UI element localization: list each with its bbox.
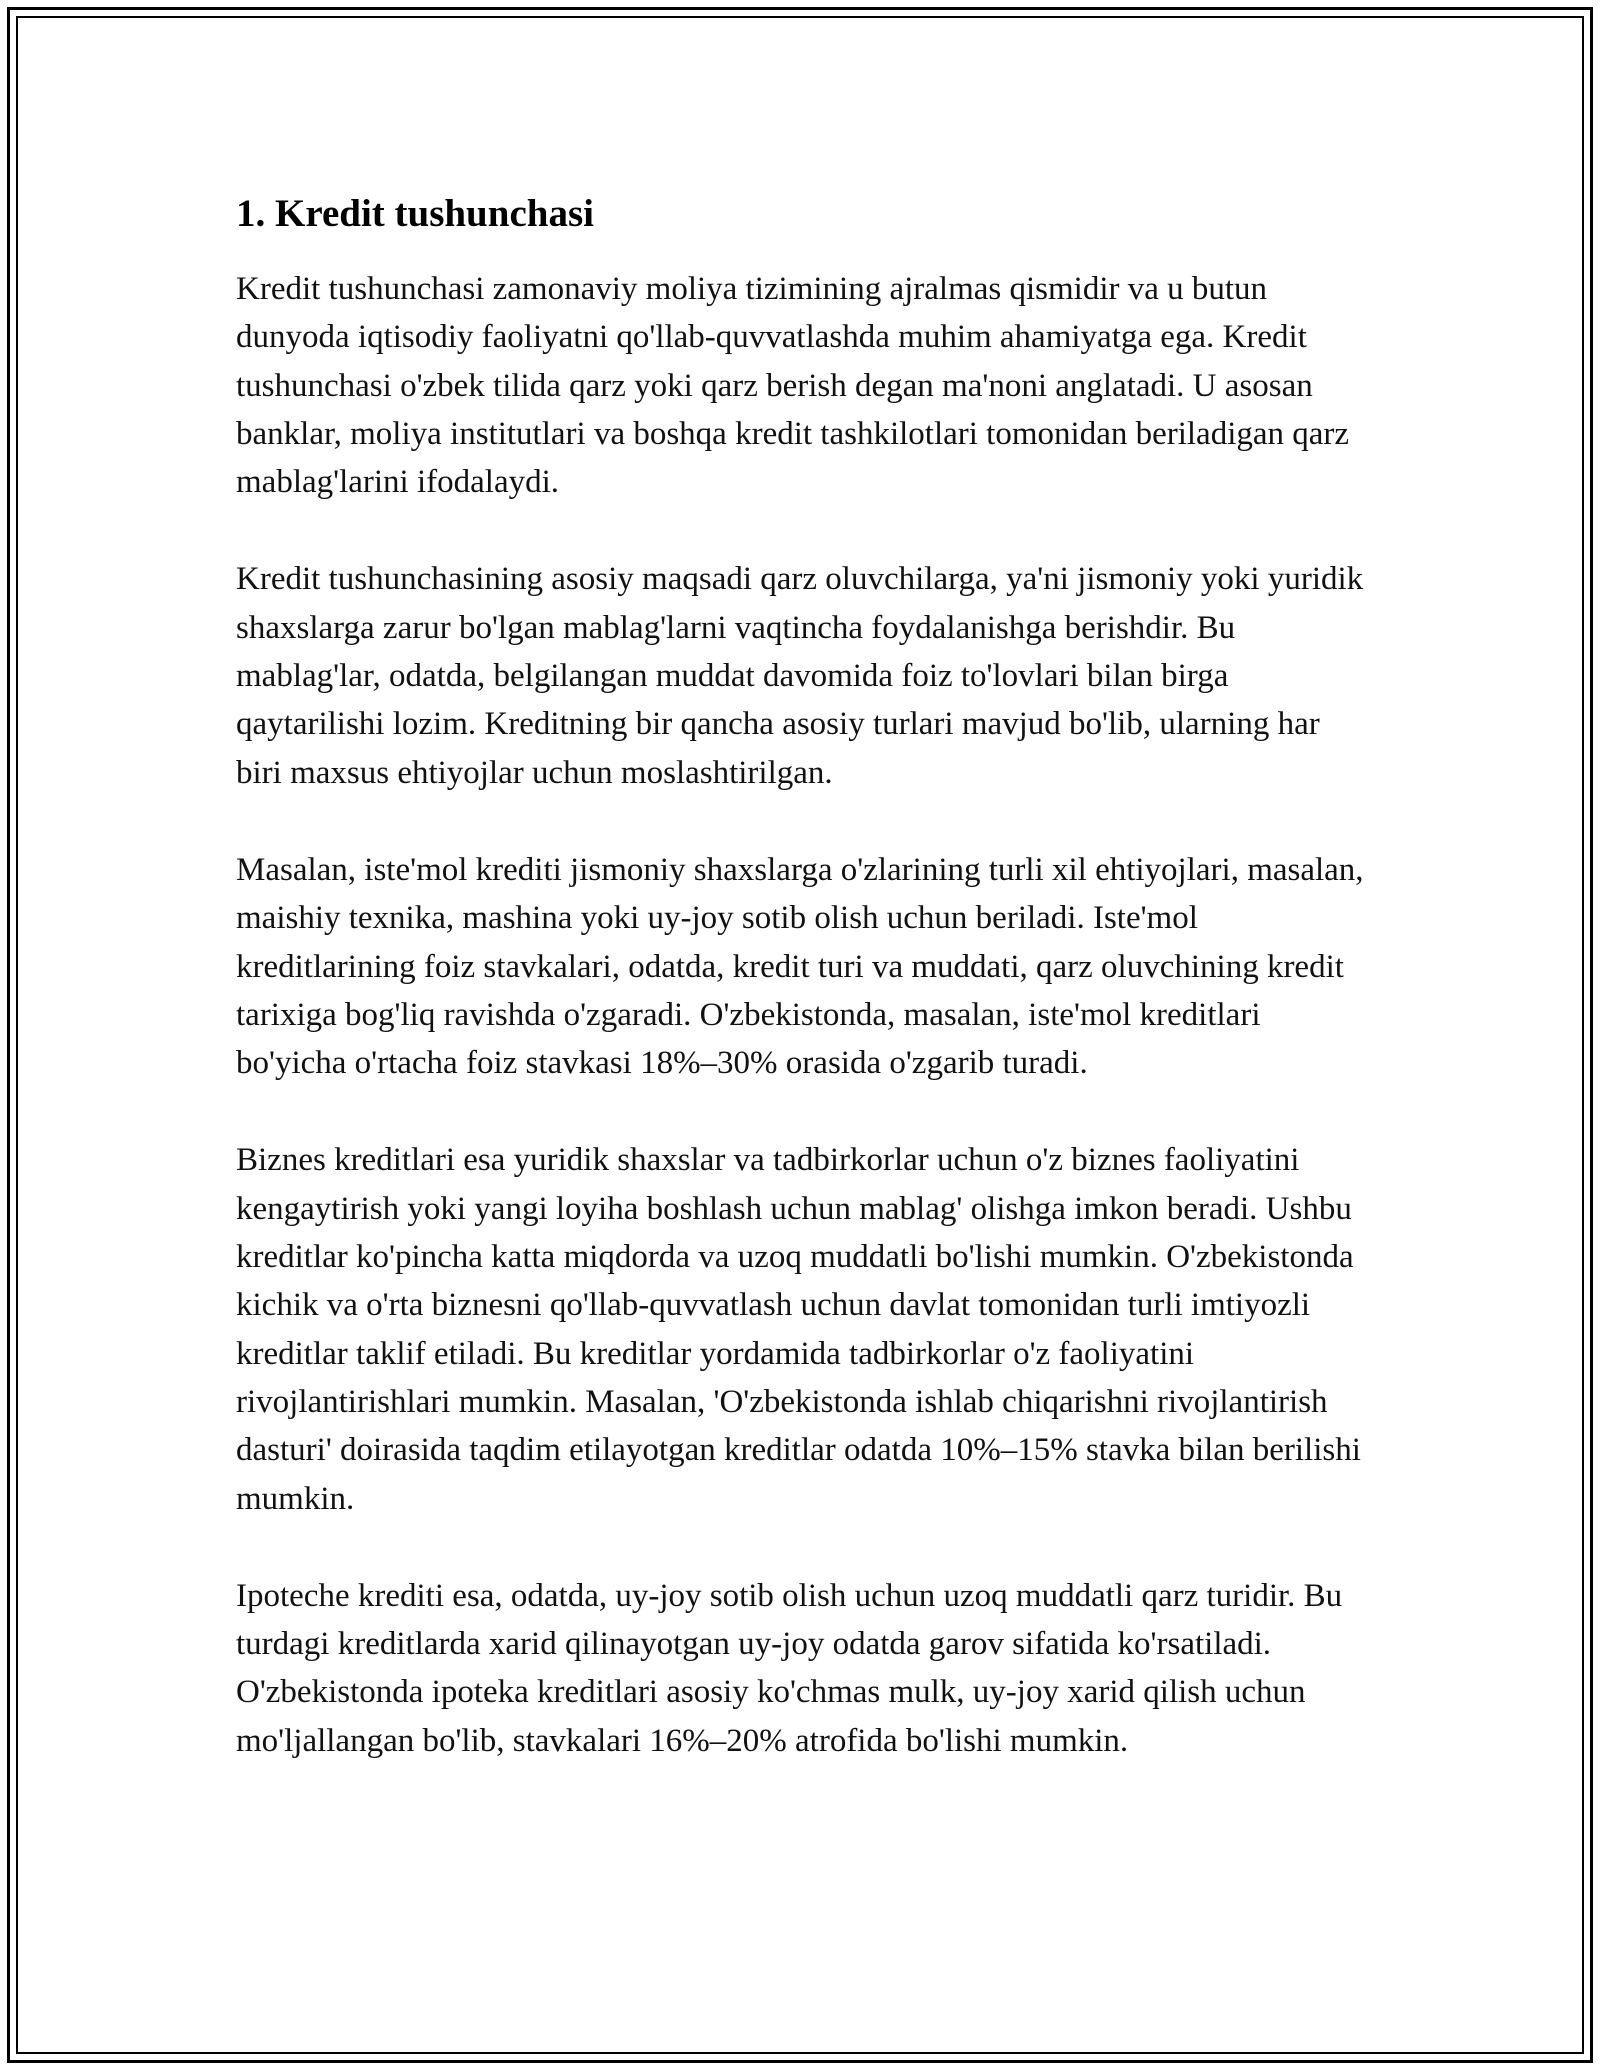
paragraph-mortgage-credit: Ipoteche krediti esa, odatda, uy-joy sotib olish uchun uzoq muddatli qarz turidir. Bu turdagi kreditlarda xarid qilinayotgan uy-joy odatda garov sifatida ko'rsatiladi. O'zbekistonda ipoteka kreditlari asosiy ko'chmas mulk, uy-joy xarid qilish uchun mo'ljallangan bo'lib, stavkalari 16%–20% atrofida bo'lishi mumkin. (236, 1577, 1343, 1759)
paragraph-consumer-credit: Masalan, iste'mol krediti jismoniy shaxslarga o'zlarining turli xil ehtiyojlari, masalan, maishiy texnika, mashina yoki uy-joy sotib olish uchun beriladi. Iste'mol kreditlarining foiz stavkalari, odatda, kredit turi va muddati, qarz oluvchining kredit tarixiga bog'liq ravishda o'zgaradi. O'zbekistonda, masalan, iste'mol kreditlari bo'yicha o'rtacha foiz stavkasi 18%–30% orasida o'zgarib turadi. (236, 851, 1364, 1082)
paragraph-credit-purpose: Kredit tushunchasining asosiy maqsadi qarz oluvchilarga, ya'ni jismoniy yoki yuridik shaxslarga zarur bo'lgan mablag'larni vaqtincha foydalanishga berishdir. Bu mablag'lar, odatda, belgilangan muddat davomida foiz to'lovlari bilan birga qaytarilishi lozim. Kreditning bir qancha asosiy turlari mavjud bo'lib, ularning har biri maxsus ehtiyojlar uchun moslashtirilgan. (236, 561, 1364, 791)
document-body (236, 190, 1366, 1814)
section-title: 1. Kredit tushunchasi (236, 192, 594, 235)
paragraph-business-credit: Biznes kreditlari esa yuridik shaxslar va tadbirkorlar uchun o'z biznes faoliyatini kengaytirish yoki yangi loyiha boshlash uchun mablag' olishga imkon beradi. Ushbu kreditlar ko'pincha katta miqdorda va uzoq muddatli bo'lishi mumkin. O'zbekistonda kichik va o'rta biznesni qo'llab-quvvatlash uchun davlat tomonidan turli imtiyozli kreditlar taklif etiladi. Bu kreditlar yordamida tadbirkorlar o'z faoliyatini rivojlantirishlari mumkin. Masalan, 'O'zbekistonda ishlab chiqarishni rivojlantirish dasturi' doirasida taqdim etilayotgan kreditlar odatda 10%–15% stavka bilan berilishi mumkin. (236, 1142, 1361, 1517)
paragraph-credit-definition: Kredit tushunchasi zamonaviy moliya tizimining ajralmas qismidir va u butun dunyoda iqtisodiy faoliyatni qo'llab-quvvatlashda muhim ahamiyatga ega. Kredit tushunchasi o'zbek tilida qarz yoki qarz berish degan ma'noni anglatadi. U asosan banklar, moliya institutlari va boshqa kredit tashkilotlari tomonidan beriladigan qarz mablag'larini ifodalaydi. (236, 271, 1350, 501)
